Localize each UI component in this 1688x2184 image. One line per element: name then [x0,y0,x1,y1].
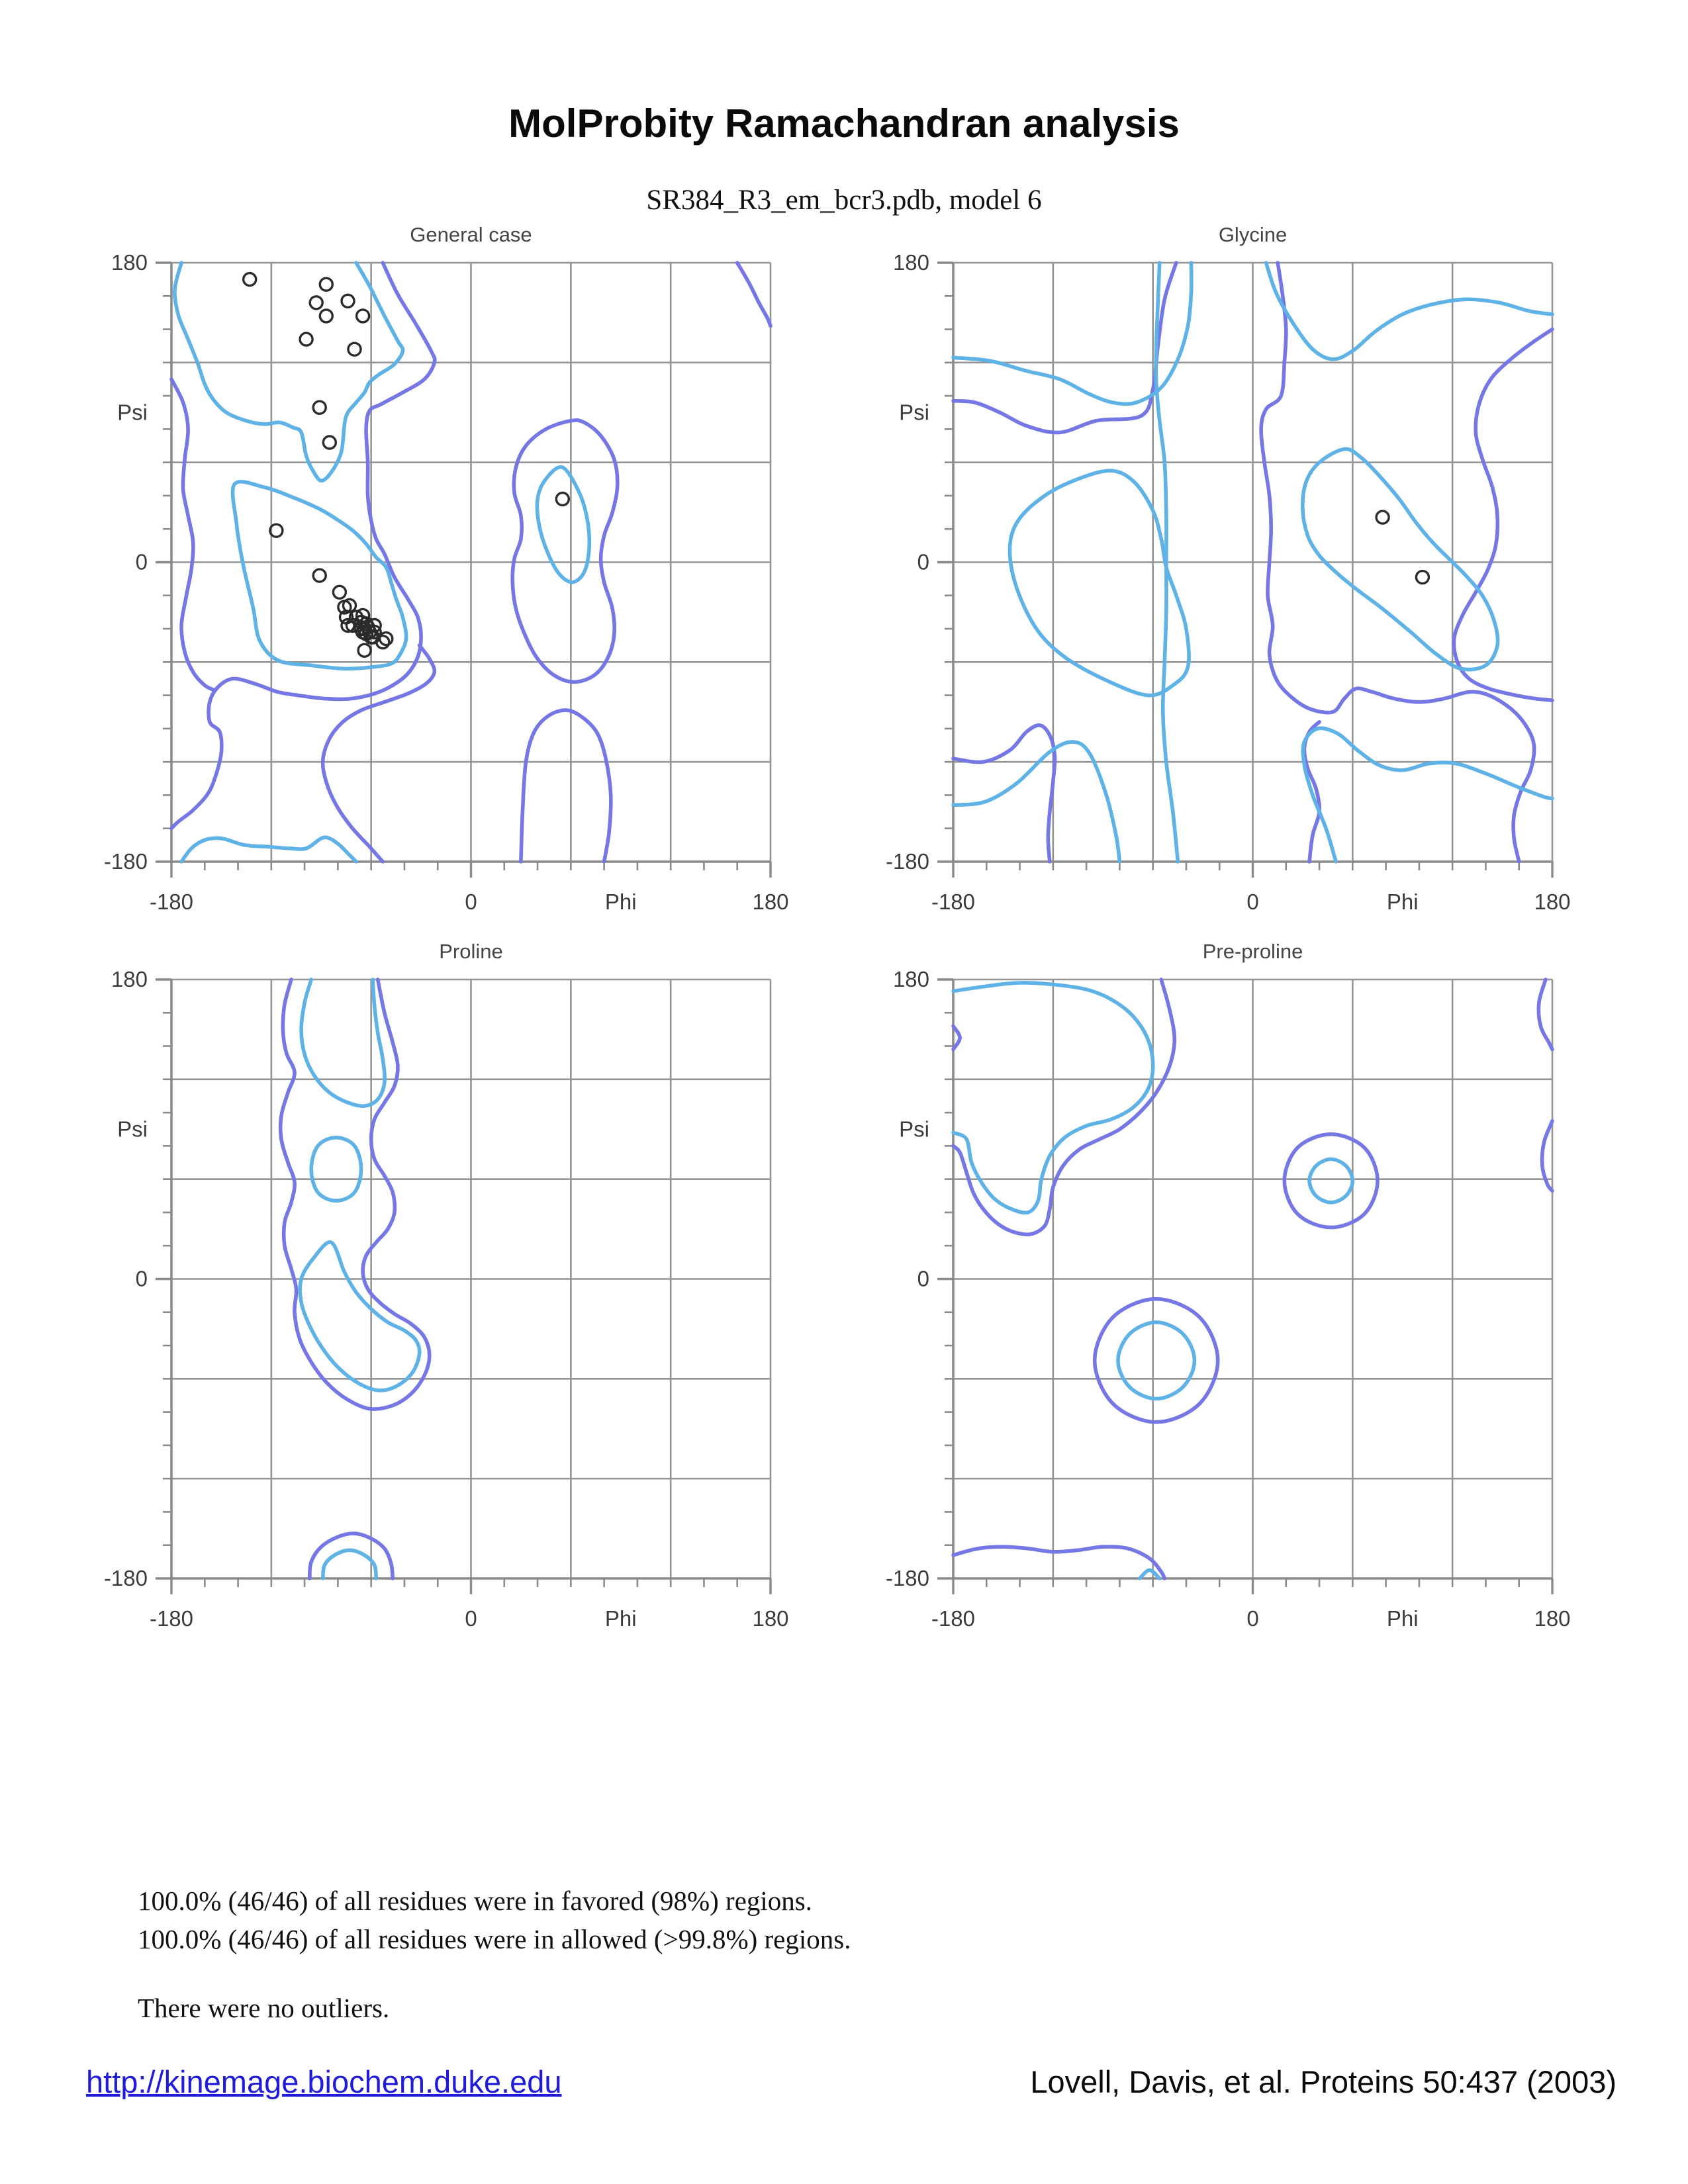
data-point [320,310,332,322]
x-tick-label: 180 [1534,889,1571,914]
favored-contour [953,742,1119,862]
y-tick-label: 180 [892,967,929,991]
grid [953,979,1552,1578]
data-point [313,401,326,414]
allowed-contour [521,710,611,862]
y-tick-label: Psi [899,1116,929,1142]
allowed-contour [512,420,618,682]
x-tick-label: Phi [1386,889,1419,914]
residue-points [1376,511,1429,584]
y-tick-label: Psi [117,400,148,425]
grid [171,263,771,862]
allowed-contour [1538,979,1552,1050]
axis-ticks [937,979,1552,1594]
axis-labels [886,250,1571,914]
page-title: MolProbity Ramachandran analysis [508,101,1180,146]
grid [953,263,1552,862]
allowed-contour [171,263,435,829]
plot-title-general-case: General case [410,223,532,246]
favored-contour [1303,449,1498,669]
x-tick-label: Phi [1386,1606,1419,1631]
axis-labels [104,250,789,914]
y-tick-label: 0 [135,549,148,574]
data-point [380,633,393,645]
grid [171,979,771,1578]
y-tick-label: 0 [917,1266,929,1291]
x-tick-label: -180 [149,889,194,914]
data-point [556,493,569,506]
x-tick-label: -180 [149,1606,194,1631]
allowed-contour [1542,1121,1552,1191]
stats-allowed-line: 100.0% (46/46) of all residues were in allowed (>99.8%) regions. [138,1924,851,1954]
ramachandran-plot-proline [59,938,814,1680]
data-point [333,586,346,598]
model-subtitle: SR384_R3_em_bcr3.pdb, model 6 [646,185,1042,216]
allowed-contour [323,645,435,862]
data-point [320,278,332,291]
ramachandran-plot-glycine [841,222,1595,963]
stats-outliers-line: There were no outliers. [138,1993,390,2023]
allowed-contour [953,1547,1164,1578]
plot-title-pre-proline: Pre-proline [1202,940,1303,963]
citation-text: Lovell, Davis, et al. Proteins 50:437 (2003) [1030,2064,1617,2099]
data-point [357,310,369,322]
axis-ticks [156,979,771,1594]
allowed-contour [737,263,771,326]
data-point [323,436,336,449]
favored-contour [1309,1160,1352,1203]
x-tick-label: 180 [752,889,789,914]
allowed-contour [1095,1299,1218,1422]
favored-contour [323,1550,376,1578]
x-tick-label: 0 [465,1606,477,1631]
plot-title-proline: Proline [439,940,503,963]
allowed-contour [1454,330,1552,701]
y-tick-label: 180 [111,967,148,991]
plot-title-glycine: Glycine [1218,223,1288,246]
data-point [244,273,256,286]
data-point [348,343,361,355]
y-tick-label: 0 [135,1266,148,1291]
x-tick-label: 0 [1246,1606,1259,1631]
y-tick-label: Psi [117,1116,148,1142]
favored-contour [1266,263,1552,359]
axis-ticks [156,263,771,878]
y-tick-label: -180 [103,1566,148,1590]
x-tick-label: 0 [1246,889,1259,914]
kinemage-link[interactable]: http://kinemage.biochem.duke.edu [86,2064,562,2099]
allowed-contour [171,379,214,690]
data-point [313,569,326,582]
allowed-contour [953,263,1176,433]
data-point [310,296,322,309]
allowed-contour [1284,1134,1378,1228]
data-point [300,333,312,345]
x-tick-label: 180 [1534,1606,1571,1631]
data-point [1416,571,1429,584]
data-point [377,636,389,649]
x-tick-label: 0 [465,889,477,914]
data-point [358,644,371,657]
axis-labels [104,967,789,1631]
x-tick-label: 180 [752,1606,789,1631]
y-tick-label: -180 [103,849,148,874]
y-tick-label: Psi [899,400,929,425]
favored-contour [311,1138,361,1201]
y-tick-label: 0 [917,549,929,574]
ramachandran-plot-general-case [59,222,814,963]
data-point [1376,511,1389,523]
favored-contour [1118,1322,1195,1399]
favored-contour [1140,1570,1160,1578]
x-tick-label: Phi [604,1606,637,1631]
favored-contour [181,837,356,862]
y-tick-label: 180 [892,250,929,275]
data-point [342,295,354,307]
x-tick-label: -180 [931,889,976,914]
y-tick-label: -180 [885,849,929,874]
favored-contour [537,467,589,582]
x-tick-label: -180 [931,1606,976,1631]
allowed-contour [953,979,1174,1234]
x-tick-label: Phi [604,889,637,914]
axis-labels [886,967,1571,1631]
y-tick-label: -180 [885,1566,929,1590]
favored-contour [301,979,385,1106]
stats-favored-line: 100.0% (46/46) of all residues were in favored (98%) regions. [138,1886,812,1916]
y-tick-label: 180 [111,250,148,275]
ramachandran-plot-pre-proline [841,938,1595,1680]
